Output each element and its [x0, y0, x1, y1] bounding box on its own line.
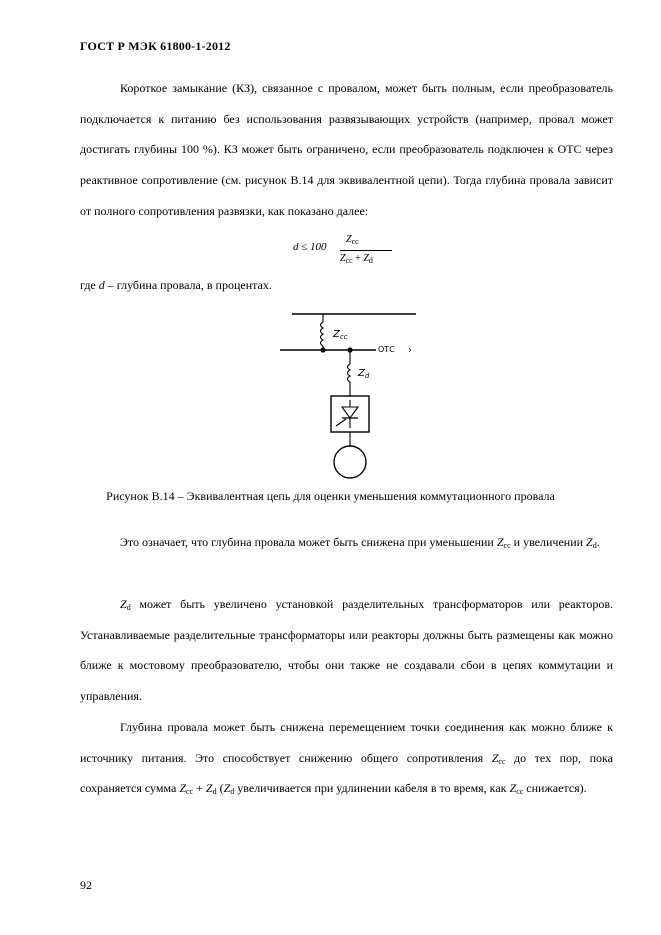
- thyristor-icon: [342, 407, 358, 418]
- zcc-inductor-icon: [321, 322, 324, 346]
- paragraph-intro: Короткое замыкание (КЗ), связанное с провалом, может быть полным, если преобразователь подключается к питанию без использования развязывающих устройств (например, провал может достигать глубины 100 %). КЗ может быть ограничено, если преобразователь подключен к ОТС через реактивное сопротивление (см. рисунок В.14 для эквивалентной цепи). Тогда глубина провала зависит от полного сопротивления развязки, как показано далее:: [80, 81, 613, 218]
- zd-inductor-icon: [348, 364, 351, 382]
- formula-where-line: где d – глубина провала, в процентах.: [80, 278, 272, 292]
- paragraph-connection-point: Глубина провала может быть снижена перемещением точки соединения как можно ближе к источнику питания. Это способствует снижению общего сопротивления $Z_{cc}$ до тех пор, пока сохраняется сумма $Z_{cc} + Z_d$ ($Z_d$ увеличивается при удлинении кабеля в то время, как $Z_{cc}$ снижается).: [80, 720, 613, 797]
- page-header: ГОСТ Р МЭК 61800-1-2012: [80, 39, 231, 53]
- dip-depth-formula: [290, 234, 410, 268]
- otc-label: ОТС: [378, 345, 395, 354]
- paragraph-meaning: Это означает, что глубина провала может быть снижена при уменьшении $Z_{cc}$ и увеличении $Z_d$.: [120, 535, 600, 550]
- junction-dot-left: [320, 347, 325, 352]
- formula-fraction-bar: [340, 250, 392, 251]
- equivalent-circuit-diagram: [270, 300, 430, 485]
- formula-denominator: $Z_{cc} + Z_d$: [340, 253, 373, 265]
- where-text: – глубина провала, в процентах.: [104, 278, 272, 292]
- paragraph-zd-increase: $Z_d$ может быть увеличено установкой разделительных трансформаторов или реакторов. Устанавливаемые разделительные трансформаторы или реакторы должны быть размещены как можно ближе к мостовому преобразователю, чтобы они также не создавали сбои в цепях коммутации и управления.: [80, 597, 613, 704]
- page-number: 92: [80, 878, 92, 892]
- where-symbol: d: [98, 278, 105, 292]
- otc-arrow-icon: ›: [408, 345, 412, 356]
- formula-numerator: $Z_{cc}$: [346, 234, 359, 246]
- motor-icon: [334, 446, 366, 478]
- zcc-label: $Z_{cc}$: [333, 329, 348, 341]
- figure-caption: Рисунок В.14 – Эквивалентная цепь для оценки уменьшения коммутационного провала: [106, 489, 555, 503]
- thyristor-gate: [336, 419, 346, 426]
- formula-lhs: d ≤ 100: [293, 241, 327, 253]
- zd-label: $Z_d$: [358, 368, 370, 380]
